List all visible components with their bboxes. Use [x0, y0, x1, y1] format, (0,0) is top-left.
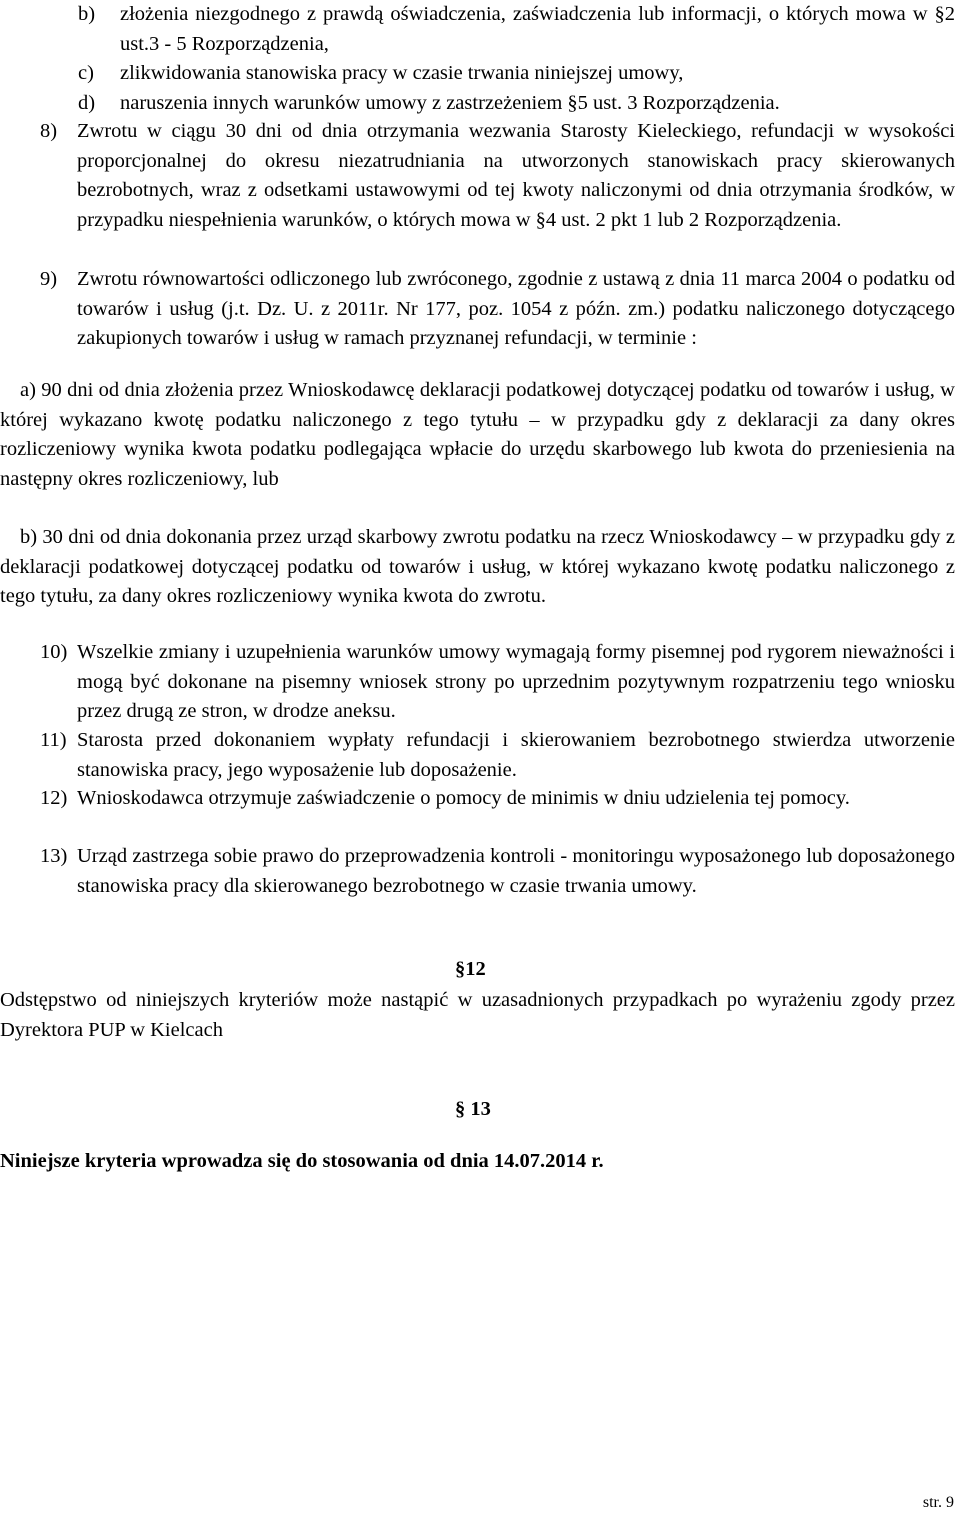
- list-item-10: [40, 638, 955, 727]
- list-item-marker: 8): [40, 120, 58, 142]
- list-item-b: [78, 0, 955, 59]
- section-13-heading: § 13: [455, 1098, 491, 1120]
- list-item-text: Zwrotu równowartości odliczonego lub zwróconego, zgodnie z ustawą z dnia 11 marca 2004 o podatku od towarów i usług (j.t. Dz. U. z 2011r. Nr 177, poz. 1054 z późn. zm.) podatku naliczonego dotyczącego zakupionych towarów i usług w ramach przyznanej refundacji, w terminie :: [77, 268, 955, 349]
- subitem-9b: b) 30 dni od dnia dokonania przez urząd skarbowy zwrotu podatku na rzecz Wnioskodawcy – w przypadku gdy z deklaracji podatkowej dotyczącej podatku od towarów i usług, w której wykazano kwotę podatku naliczonego z tego tytułu, za dany okres rozliczeniowy wynika kwota do zwrotu.: [0, 526, 955, 607]
- list-item-marker: 12): [40, 787, 68, 809]
- list-item-d: [78, 89, 955, 119]
- list-item-text: Zwrotu w ciągu 30 dni od dnia otrzymania wezwania Starosty Kieleckiego, refundacji w wysokości proporcjonalnej do okresu niezatrudniania na utworzonych stanowiskach pracy skierowanych bezrobotnych, wraz z odsetkami ustawowymi od tej kwoty naliczonymi od dnia otrzymania środków, w przypadku niespełnienia warunków, o których mowa w §4 ust. 2 pkt 1 lub 2 Rozporządzenia.: [77, 120, 955, 231]
- list-item-marker: 11): [40, 729, 67, 751]
- list-item-text: Wszelkie zmiany i uzupełnienia warunków umowy wymagają formy pisemnej pod rygorem nieważności i mogą być dokonane na pisemny wniosek strony po uprzednim pozytywnym rozpatrzeniu tego wniosku przez drugą ze stron, w drodze aneksu.: [77, 641, 955, 722]
- list-item-text: Starosta przed dokonaniem wypłaty refundacji i skierowaniem bezrobotnego stwierdza utworzenie stanowiska pracy, jego wyposażenie lub doposażenie.: [77, 729, 955, 781]
- list-item-marker: 9): [40, 268, 58, 290]
- subitem-9a: a) 90 dni od dnia złożenia przez Wnioskodawcę deklaracji podatkowej dotyczącej podatku od towarów i usług, w której wykazano kwotę podatku naliczonego z tego tytułu – w przypadku gdy z deklaracji za dany okres rozliczeniowy wynika kwota podatku podlegająca wpłacie do urzędu skarbowego lub kwota do przeniesienia na następny okres rozliczeniowy, lub: [0, 379, 955, 490]
- list-item-marker: d): [78, 91, 96, 114]
- list-item-marker: c): [78, 62, 94, 84]
- section-13-text: Niniejsze kryteria wprowadza się do stosowania od dnia 14.07.2014 r.: [0, 1150, 604, 1172]
- section-12-text: Odstępstwo od niniejszych kryteriów może nastąpić w uzasadnionych przypadkach po wyrażeniu zgody przez Dyrektora PUP w Kielcach: [0, 989, 955, 1041]
- list-item-marker: 13): [40, 845, 68, 867]
- section-12-heading: §12: [455, 958, 486, 980]
- page-number: str. 9: [922, 1494, 954, 1511]
- list-item-marker: 10): [40, 641, 68, 663]
- list-item-8: [40, 117, 955, 235]
- list-item-12: [40, 784, 955, 814]
- list-item-text: Urząd zastrzega sobie prawo do przeprowadzenia kontroli - monitoringu wyposażonego lub doposażonego stanowiska pracy dla skierowanego bezrobotnego w czasie trwania umowy.: [77, 845, 955, 897]
- list-item-c: [78, 59, 955, 89]
- list-item-13: [40, 842, 955, 901]
- list-item-text: złożenia niezgodnego z prawdą oświadczenia, zaświadczenia lub informacji, o których mowa w §2 ust.3 - 5 Rozporządzenia,: [120, 3, 955, 55]
- list-item-11: [40, 726, 955, 785]
- list-item-text: zlikwidowania stanowiska pracy w czasie trwania niniejszej umowy,: [120, 62, 684, 84]
- list-item-text: naruszenia innych warunków umowy z zastrzeżeniem §5 ust. 3 Rozporządzenia.: [120, 91, 780, 114]
- list-item-text: Wnioskodawca otrzymuje zaświadczenie o pomocy de minimis w dniu udzielenia tej pomocy.: [77, 787, 850, 809]
- list-item-9: [40, 265, 955, 354]
- list-item-marker: b): [78, 3, 96, 25]
